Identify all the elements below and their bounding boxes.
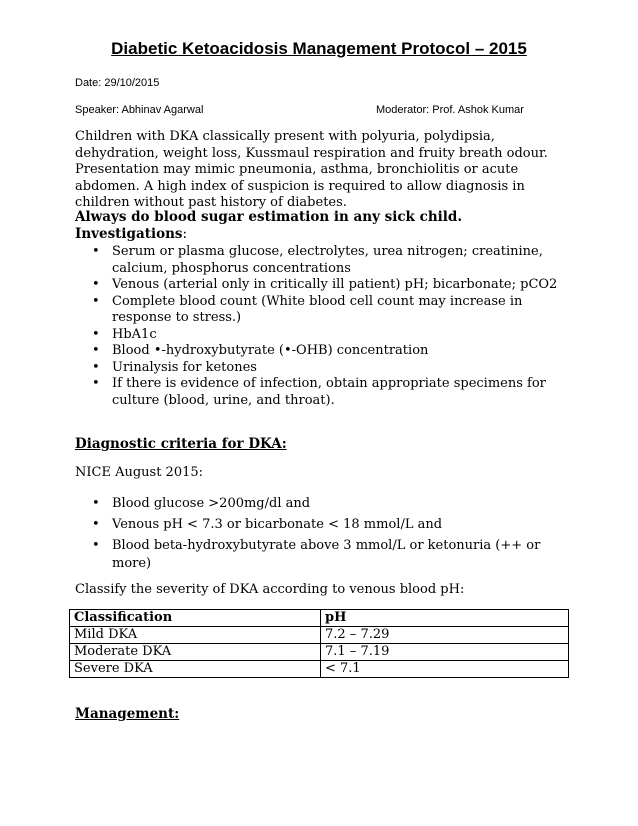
table-row — [70, 661, 569, 678]
cell-ph: 7.2 – 7.29 — [321, 627, 569, 644]
intro-paragraph: Children with DKA classically present with polyuria, polydipsia, dehydration, weight loss, Kussmaul respiration and fruity breath odour. Presentation may mimic pneumonia, asthma, bronchiolitis or acute abdomen. A high index of suspicion is required to allow diagnosis in children without past history of diabetes. — [75, 129, 548, 210]
moderator-line: Moderator: Prof. Ashok Kumar — [376, 104, 524, 116]
management-heading: Management: — [75, 706, 180, 722]
date-line: Date: 29/10/2015 — [75, 77, 160, 89]
header-classification: Classification — [70, 610, 321, 627]
key-instruction: Always do blood sugar estimation in any sick child. — [75, 209, 463, 225]
speaker-line: Speaker: Abhinav Agarwal — [75, 104, 204, 116]
diagnostic-criteria-list — [92, 495, 562, 576]
list-item: • HbA1c — [92, 327, 562, 344]
list-item: • Serum or plasma glucose, electrolytes, urea nitrogen; creatinine, calcium, phosphorus concentrations — [92, 244, 562, 277]
cell-classification: Moderate DKA — [70, 644, 321, 661]
cell-ph: 7.1 – 7.19 — [321, 644, 569, 661]
list-item: • Blood •-hydroxybutyrate (•-OHB) concentration — [92, 343, 562, 360]
list-item: • Blood glucose >200mg/dl and — [92, 495, 562, 513]
page-title: Diabetic Ketoacidosis Management Protocol – 2015 — [111, 39, 527, 58]
list-item: • If there is evidence of infection, obtain appropriate specimens for culture (blood, urine, and throat). — [92, 376, 562, 409]
list-item: • Blood beta-hydroxybutyrate above 3 mmol/L or ketonuria (++ or more) — [92, 537, 562, 573]
list-item: • Venous pH < 7.3 or bicarbonate < 18 mmol/L and — [92, 516, 562, 534]
table-row — [70, 644, 569, 661]
diagnostic-criteria-heading: Diagnostic criteria for DKA: — [75, 436, 287, 452]
investigations-heading-text: Investigations — [75, 226, 183, 242]
investigations-heading-colon: : — [182, 226, 188, 242]
header-ph: pH — [321, 610, 569, 627]
list-item: • Complete blood count (White blood cell count may increase in response to stress.) — [92, 294, 562, 327]
cell-classification: Severe DKA — [70, 661, 321, 678]
cell-classification: Mild DKA — [70, 627, 321, 644]
list-item: • Urinalysis for ketones — [92, 360, 562, 377]
cell-ph: < 7.1 — [321, 661, 569, 678]
investigations-list — [92, 244, 562, 409]
criteria-source: NICE August 2015: — [75, 465, 204, 480]
table-header-row — [70, 610, 569, 627]
list-item: • Venous (arterial only in critically ill patient) pH; bicarbonate; pCO2 — [92, 277, 562, 294]
severity-table — [69, 609, 569, 678]
table-row — [70, 627, 569, 644]
classify-instruction: Classify the severity of DKA according to venous blood pH: — [75, 582, 465, 597]
investigations-heading — [75, 226, 575, 243]
